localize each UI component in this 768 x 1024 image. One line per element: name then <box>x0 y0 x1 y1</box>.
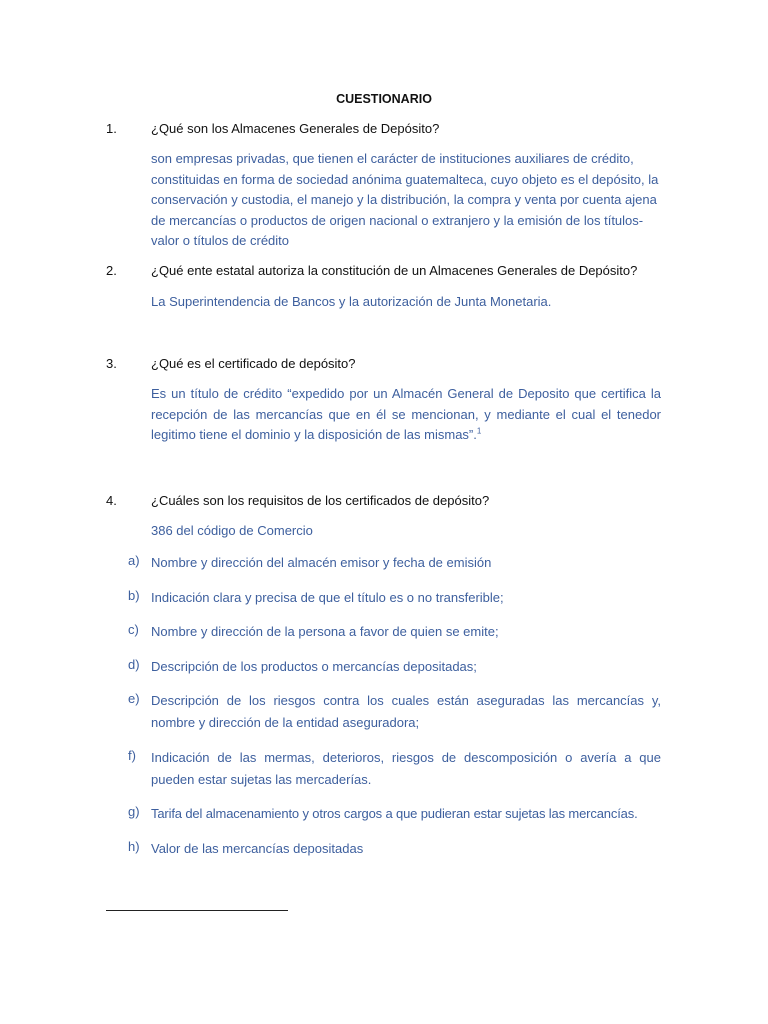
list-marker: d) <box>128 657 140 672</box>
question-number: 3. <box>106 356 117 371</box>
list-item-text: Indicación de las mermas, deterioros, riesgos de descomposición o avería a que pueden estar sujetas las mercaderías. <box>151 750 661 787</box>
list-marker: b) <box>128 588 140 603</box>
list-item-text: Nombre y dirección del almacén emisor y fecha de emisión <box>151 555 492 570</box>
list-item-text: Valor de las mercancías depositadas <box>151 841 364 856</box>
list-item-text: Tarifa del almacenamiento y otros cargos a que pudieran estar sujetas las mercancías. <box>151 806 638 821</box>
list-marker: g) <box>128 804 140 819</box>
list-item-text: Indicación clara y precisa de que el título es o no transferible; <box>151 590 504 605</box>
list-marker: c) <box>128 622 139 637</box>
answer-text: La Superintendencia de Bancos y la autorización de Junta Monetaria. <box>151 294 552 309</box>
question-number: 2. <box>106 263 117 278</box>
list-marker: f) <box>128 748 136 763</box>
list-item-text: Descripción de los riesgos contra los cuales están aseguradas las mercancías y, nombre y dirección de la entidad aseguradora; <box>151 693 661 730</box>
list-marker: h) <box>128 839 140 854</box>
page-title: CUESTIONARIO <box>336 92 432 106</box>
question-text: ¿Qué son los Almacenes Generales de Depósito? <box>151 121 440 136</box>
answer-text <box>151 384 661 446</box>
footnote-reference: 1 <box>476 426 482 436</box>
question-number: 1. <box>106 121 117 136</box>
question-text: ¿Cuáles son los requisitos de los certificados de depósito? <box>151 493 490 508</box>
question-text: ¿Qué ente estatal autoriza la constitución de un Almacenes Generales de Depósito? <box>151 263 638 278</box>
list-marker: a) <box>128 553 140 568</box>
footnote-separator <box>106 910 288 911</box>
question-number: 4. <box>106 493 117 508</box>
list-marker: e) <box>128 691 140 706</box>
list-item-text: Nombre y dirección de la persona a favor de quien se emite; <box>151 624 499 639</box>
answer-text: son empresas privadas, que tienen el carácter de instituciones auxiliares de crédito, constituidas en forma de sociedad anónima guatemalteca, cuyo objeto es el depósito, la conservación y custodia, el manejo y la distribución, la compra y venta por cuenta ajena de mercancías o productos de origen nacional o extranjero y la emisión de los títulos-valor o títulos de crédito <box>151 151 659 249</box>
answer-body: Es un título de crédito “expedido por un Almacén General de Deposito que certifica la recepción de las mercancías que en él se mencionan, y mediante el cual el tenedor legitimo tiene el dominio y la disposición de las mismas”. <box>151 386 661 443</box>
answer-text: 386 del código de Comercio <box>151 523 313 538</box>
list-item-text: Descripción de los productos o mercancías depositadas; <box>151 659 477 674</box>
question-text: ¿Qué es el certificado de depósito? <box>151 356 356 371</box>
